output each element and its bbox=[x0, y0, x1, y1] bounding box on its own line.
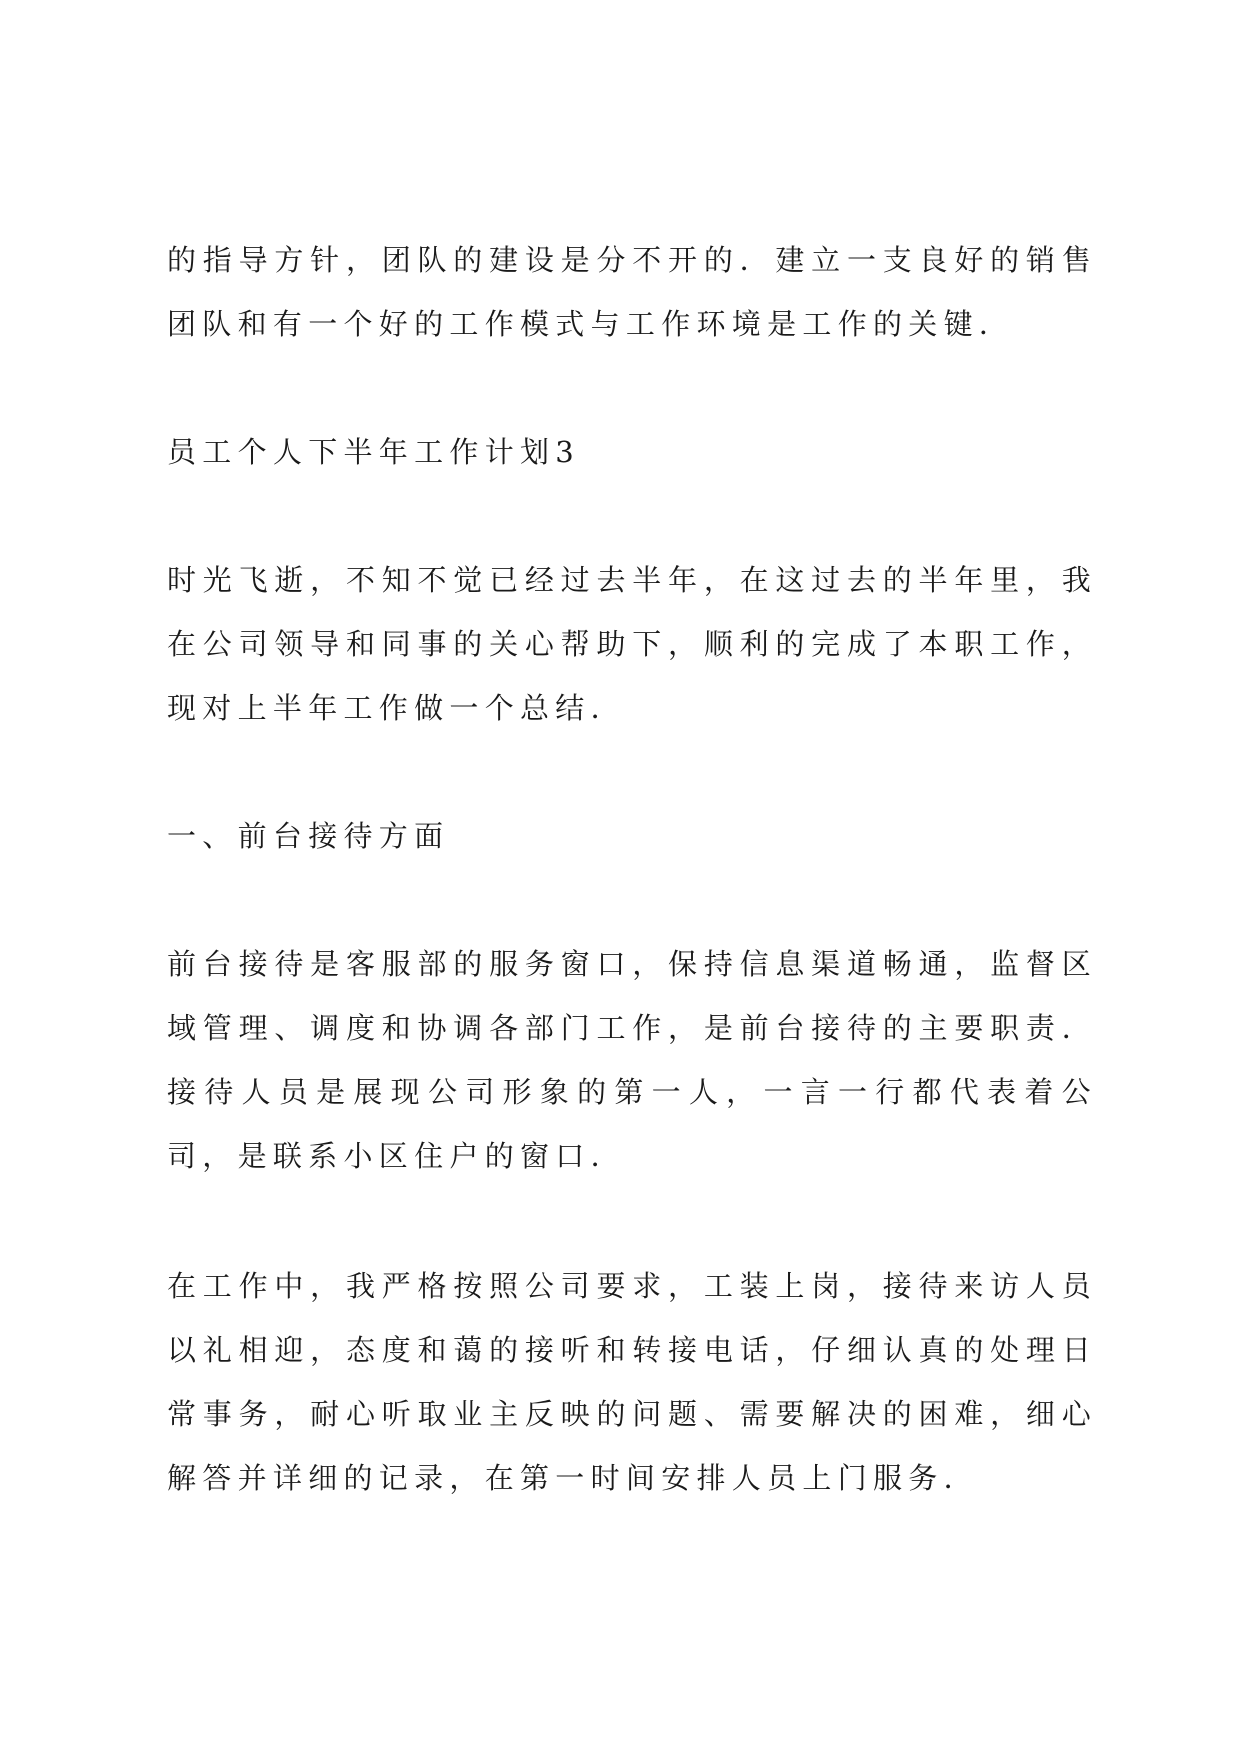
section-heading-front-desk: 一、前台接待方面 bbox=[167, 819, 450, 853]
section-heading-plan-3: 员工个人下半年工作计划3 bbox=[167, 435, 581, 469]
paragraph-team-building: 的指导方针，团队的建设是分不开的．建立一支良好的销售团队和有一个好的工作模式与工作环境是工作的关键． bbox=[167, 243, 1097, 341]
document-body bbox=[167, 228, 1097, 1510]
paragraph-half-year-summary: 时光飞逝，不知不觉已经过去半年，在这过去的半年里，我在公司领导和同事的关心帮助下，顺利的完成了本职工作，现对上半年工作做一个总结． bbox=[167, 563, 1097, 725]
paragraph-work-conduct: 在工作中，我严格按照公司要求，工装上岗，接待来访人员以礼相迎，态度和蔼的接听和转接电话，仔细认真的处理日常事务，耐心听取业主反映的问题、需要解决的困难，细心解答并详细的记录，在第一时间安排人员上门服务． bbox=[167, 1269, 1097, 1495]
paragraph-front-desk-duties: 前台接待是客服部的服务窗口，保持信息渠道畅通，监督区域管理、调度和协调各部门工作，是前台接待的主要职责．接待人员是展现公司形象的第一人，一言一行都代表着公司，是联系小区住户的窗口． bbox=[167, 947, 1097, 1173]
